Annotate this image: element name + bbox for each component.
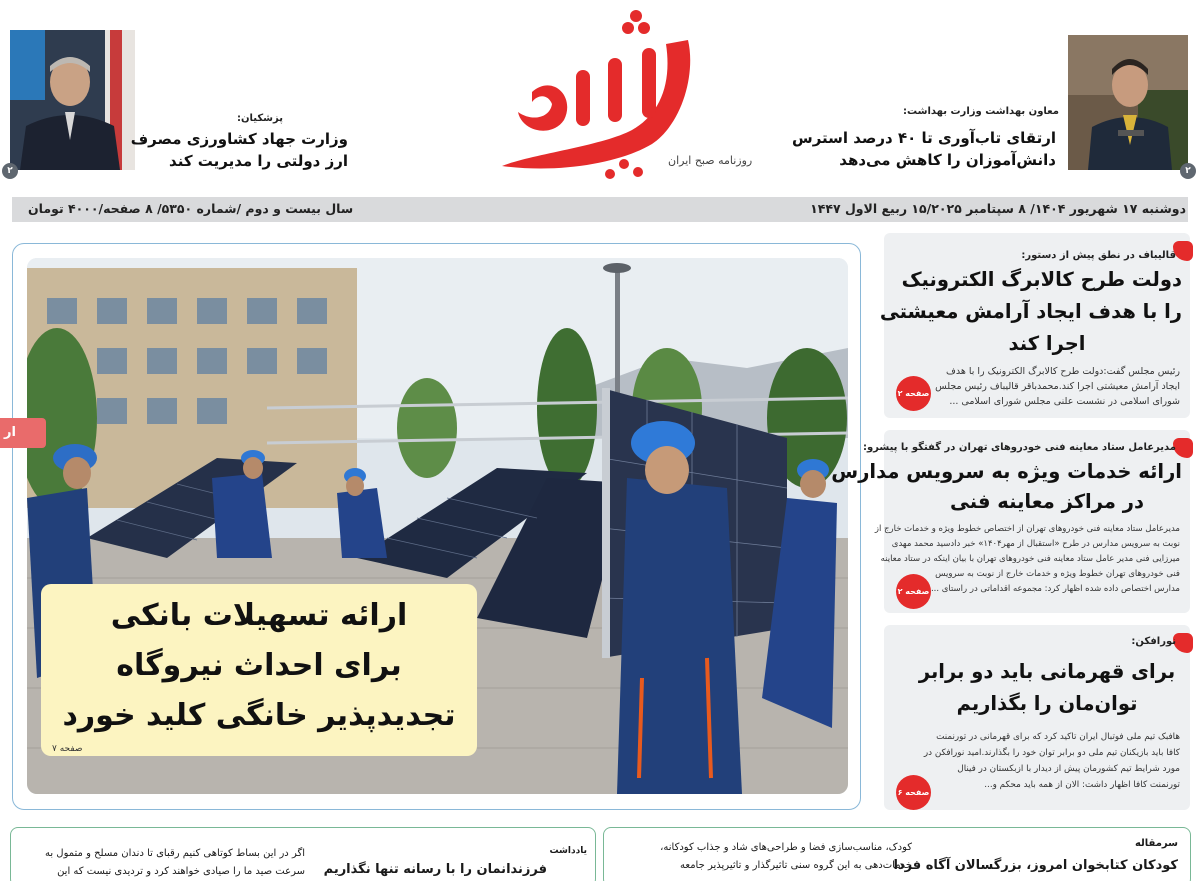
issue-info: سال بیست و دوم /شماره ۵۳۵۰/ ۸ صفحه/۴۰۰۰ تومان bbox=[28, 201, 354, 216]
right-ear-photo bbox=[1068, 35, 1188, 170]
note-title[interactable]: فرزندانمان را با رسانه تنها نگذاریم bbox=[323, 862, 547, 877]
main-headline-page-ref: صفحه ۷ bbox=[52, 744, 83, 754]
left-ear-photo bbox=[10, 30, 135, 170]
note-text-line2: سرعت صید ما را صیادی خواهند کرد و تردیدی نیست که این bbox=[57, 866, 305, 877]
story-3-kicker: نورافکن: bbox=[1131, 636, 1176, 647]
left-ear-page-badge: ۲ bbox=[2, 163, 18, 179]
story-3-page-badge[interactable]: صفحه ۶ bbox=[896, 775, 931, 810]
main-headline-line2: برای احداث نیروگاه bbox=[116, 648, 402, 683]
editorial-title[interactable]: کودکان کتابخوان امروز، بزرگسالان آگاه فردا bbox=[893, 858, 1178, 873]
story-1-corner-marker bbox=[1173, 241, 1193, 261]
editorial-box[interactable] bbox=[603, 827, 1191, 881]
story-1-body-line3: شورای اسلامی در نشست علنی مجلس شورای اسلامی ... bbox=[949, 396, 1180, 407]
right-ear-title-line1[interactable]: ارتقای تاب‌آوری تا ۴۰ درصد استرس bbox=[792, 129, 1056, 147]
story-1-title-line3[interactable]: اجرا کند bbox=[1008, 332, 1086, 355]
story-2-corner-marker bbox=[1173, 438, 1193, 458]
note-text-line1: اگر در این بساط کوتاهی کنیم رقبای تا دندان مسلح و متمول به bbox=[44, 848, 305, 859]
story-2-body-line5: مدارس اختصاص داده شده اظهار کرد: مجموعه اقداماتی در راستای ... bbox=[930, 584, 1180, 594]
main-headline-line3: تجدیدپذیر خانگی کلید خورد bbox=[62, 698, 456, 733]
story-3-title-line1[interactable]: برای قهرمانی باید دو برابر bbox=[918, 660, 1176, 683]
story-3-title-line2[interactable]: توان‌مان را بگذاریم bbox=[956, 692, 1138, 715]
story-3-body-line2: کافا باید بازیکنان تیم ملی دو برابر توان خود را بگذارند.امید نورافکن در bbox=[923, 748, 1180, 758]
editorial-text-line1: کودک، مناسب‌سازی فضا و طراحی‌های شاد و جذاب کودکانه، bbox=[660, 842, 912, 853]
story-2-title-line2[interactable]: در مراکز معاینه فنی bbox=[950, 490, 1144, 513]
story-3-corner-marker bbox=[1173, 633, 1193, 653]
story-3-body-line3: مورد شرایط تیم کشورمان پیش از دیدار با ازبکستان در فینال bbox=[957, 764, 1180, 774]
issue-date: دوشنبه ۱۷ شهریور ۱۴۰۴/ ۸ سپتامبر ۱۵/۲۰۲۵ ربیع الاول ۱۴۴۷ bbox=[810, 201, 1186, 216]
right-ear-page-badge: ۲ bbox=[1180, 163, 1196, 179]
official-portrait bbox=[1068, 35, 1188, 170]
side-tab[interactable]: ار bbox=[0, 418, 46, 448]
story-2-kicker: مدیرعامل ستاد معاینه فنی خودروهای تهران در گفتگو با پیشرو: bbox=[862, 442, 1176, 453]
president-portrait bbox=[10, 30, 135, 170]
story-2-title-line1[interactable]: ارائه خدمات ویژه به سرویس مدارس bbox=[831, 460, 1182, 483]
editorial-kicker: سرمقاله bbox=[1134, 838, 1178, 849]
story-1-page-badge[interactable]: صفحه ۲ bbox=[896, 376, 931, 411]
left-ear-title-line2[interactable]: ارز دولتی را مدیریت کند bbox=[169, 152, 348, 170]
right-ear-title-line2[interactable]: دانش‌آموزان را کاهش می‌دهد bbox=[839, 151, 1056, 169]
story-2-body-line2: نوبت به سرویس مدارس در طرح «استقبال از مهر۱۴۰۴» خبر دادسید محمد مهدی bbox=[891, 539, 1180, 549]
note-box[interactable] bbox=[10, 827, 596, 881]
story-3-body-line1: هافبک تیم ملی فوتبال ایران تاکید کرد که برای قهرمانی در تورنمنت bbox=[936, 732, 1180, 742]
story-1-body-line2: ایجاد آرامش معیشتی اجرا کند.محمدباقر قالیباف رئیس مجلس bbox=[935, 381, 1180, 392]
story-1-kicker: قالیباف در نطق پیش از دستور: bbox=[1021, 250, 1176, 261]
story-2-body-line3: میرزایی فنی مدیر عامل ستاد معاینه فنی خودروهای تهران با بیان اینکه در ستاد معاینه bbox=[880, 554, 1180, 564]
story-1-title-line2[interactable]: را با هدف ایجاد آرامش معیشتی bbox=[879, 300, 1182, 323]
story-3-body-line4: تورنمنت کافا اظهار داشت: الان از همه باید محکم و... bbox=[984, 780, 1180, 790]
story-2-body-line4: فنی خودروهای تهران خطوط ویژه و خدمات خارج از نوبت به سرویس bbox=[935, 569, 1180, 579]
story-1-title-line1[interactable]: دولت طرح کالابرگ الکترونیک bbox=[901, 268, 1182, 291]
logo-subtitle: روزنامه صبح ایران bbox=[668, 154, 753, 167]
left-ear-title-line1[interactable]: وزارت جهاد کشاورزی مصرف bbox=[130, 130, 348, 148]
story-1-body-line1: رئیس مجلس گفت:دولت طرح کالابرگ الکترونیک را با هدف bbox=[945, 366, 1180, 377]
main-headline-line1: ارائه تسهیلات بانکی bbox=[110, 598, 408, 633]
note-kicker: یادداشت bbox=[549, 846, 587, 856]
editorial-text-line2: خدمات‌دهی به این گروه سنی تاثیرگذار و تاثیرپذیر جامعه bbox=[680, 860, 912, 871]
main-headline-box[interactable] bbox=[41, 584, 477, 756]
right-ear-kicker: معاون بهداشت وزارت بهداشت: bbox=[903, 106, 1059, 117]
story-2-page-badge[interactable]: صفحه ۲ bbox=[896, 574, 931, 609]
story-2-body-line1: مدیرعامل ستاد معاینه فنی خودروهای تهران از اختصاص خطوط ویژه و خدمات خارج از bbox=[874, 524, 1180, 534]
left-ear-kicker: پزشکیان: bbox=[237, 113, 283, 124]
